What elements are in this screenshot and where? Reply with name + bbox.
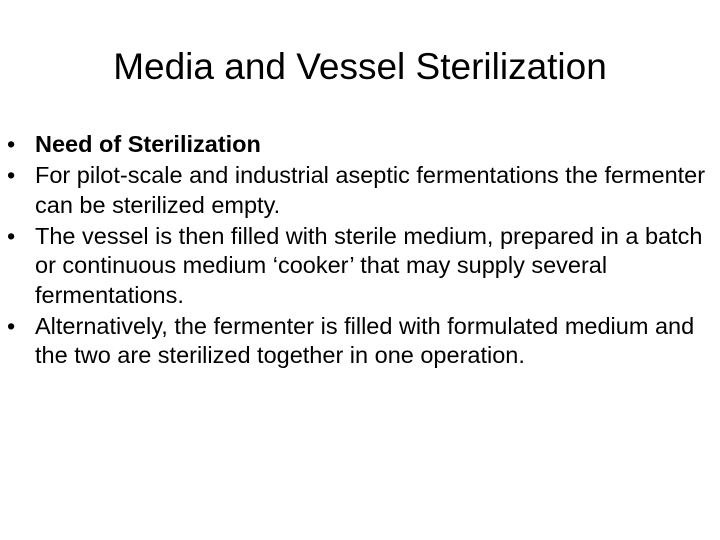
bullet-dot-icon: •: [7, 222, 16, 249]
bullet-dot-icon: •: [7, 131, 16, 157]
bullet-text: The vessel is then filled with sterile medium, prepared in a batch or continuous medium ‘cooker’ that may supply several fermentations.: [35, 222, 703, 308]
bullet-text: Need of Sterilization: [35, 131, 261, 157]
bullet-dot-icon: •: [7, 312, 16, 339]
bullet-list: [0, 130, 720, 372]
bullet-dot-icon: •: [7, 162, 16, 188]
bullet-item-alternatively: [0, 312, 720, 371]
slide-title: Media and Vessel Sterilization: [113, 46, 607, 87]
bullet-text: For pilot-scale and industrial aseptic fermentations the fermenter can be sterilized empty.: [35, 162, 706, 218]
bullet-item-pilot-scale: [0, 161, 720, 220]
bullet-text: Alternatively, the fermenter is filled with formulated medium and the two are sterilized together in one operation.: [35, 312, 695, 368]
bullet-item-vessel-filled: [0, 222, 720, 311]
bullet-item-need-of-sterilization: [0, 130, 720, 160]
